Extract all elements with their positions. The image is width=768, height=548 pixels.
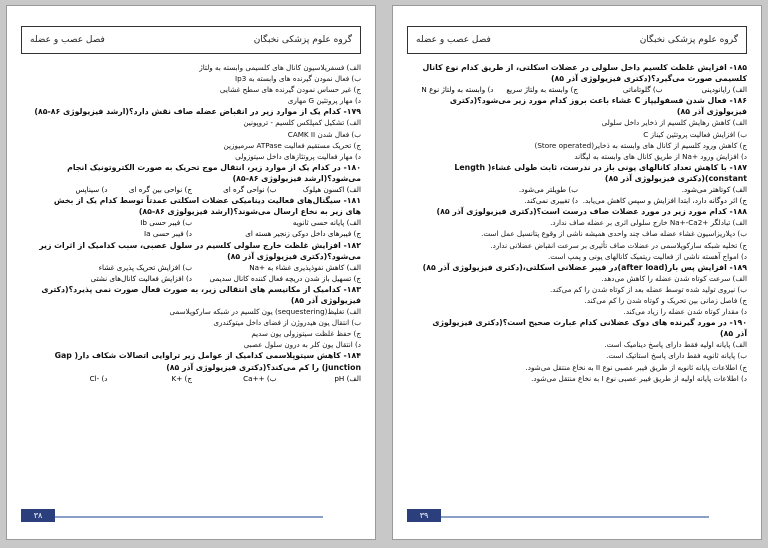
option-item: ج) تسهیل باز شدن دریچه فعال کننده کانال سدیمی [209, 273, 361, 283]
answer-option: الف) تشکیل کمپلکس کلسیم - تروپونین [243, 118, 361, 128]
answer-option: ج) کاهش ورود کلسیم از کانال های وابسته به ذخایر(Store operated) [534, 140, 747, 150]
question-text: ۱۹۰- در مورد گیرنده های دوک عضلانی کدام عبارت صحیح است؟(دکتری فیزیولوژی [432, 318, 747, 328]
answer-option: د) اطلاعات پایانه اولیه از طریق فیبر عصبی نوع I به نخاع منتقل می‌شود. [531, 373, 747, 383]
option-item: ج) اثر دوگانه دارد، ابتدا افزایش و سپس کاهش می‌یابد. [582, 196, 747, 206]
answer-option: ب) دپلاریزاسیون غشاء عضله صاف چند واحدی همیشه ناشی از وقوع پتانسیل عمل است. [481, 229, 747, 239]
option-item: ج) فیبرهای داخل دوکی زنجیر هسته ای [245, 229, 361, 239]
question-text: ۱۸۵- افزایش غلظت کلسیم داخل سلولی در عضلات اسکلتی، از طریق کدام نوع کانال [422, 63, 747, 72]
question-text: کلسیمی صورت می‌گیرد؟(دکتری فیزیولوژی آذر ۸۵) [550, 74, 747, 84]
answer-option: الف) سرعت کوتاه شدن عضله را کاهش می‌دهد. [601, 273, 747, 283]
question-text: ۱۸۱- سیگنال‌های فعالیت دینامیکی عضلات اسکلتی عمدتاً توسط کدام یک از بخش [53, 196, 361, 206]
answer-option: د) افزایش ورود +Na از طریق کانال های وابسته به لیگاند [574, 151, 747, 161]
option-item: ب) افزایش تحریک پذیری غشاء [98, 262, 192, 272]
option-item: د) سیناپس [75, 185, 108, 195]
option-item: د) فیبر حسی Ia [144, 229, 192, 239]
option-item: ب) گلوتاماتی [622, 85, 663, 95]
option-item: ب) فیبر حسی Ib [140, 218, 192, 228]
question-text: می‌شود؟(ارشد فیزیولوژی ۸۶-۸۵) [232, 173, 361, 183]
option-item: د) -Cl [89, 373, 108, 383]
question-text: ۱۸۷- با کاهش تعداد کانالهای یونی باز در ندرست، ثابت طولی غشاء( Length [454, 162, 747, 172]
answer-option: ج) غیر حساس نمودن گیرنده های سطح غشایی [219, 85, 361, 95]
option-item: ج) وابسته به ولتاژ سریع [506, 85, 578, 95]
question-text: ۱۸۶- فعال شدن فسفولیپاز C غشاء باعث بروز کدام مورد زیر می‌شود؟(دکتری [449, 96, 747, 106]
header-chapter-title: فصل عصب و عضله [416, 35, 491, 45]
options-row [409, 195, 747, 206]
answer-option: الف) تغلیظ(sequestering) یون کلسیم در شبکه سارکوپلاسمی [169, 307, 361, 317]
question-text: می‌شود؟(دکتری فیزیولوژی آذر ۸۵) [227, 251, 361, 261]
page-content [409, 62, 747, 509]
answer-option: ج) اطلاعات پایانه ثانویه از طریق فیبر عصبی نوع II به نخاع منتقل می‌شود. [525, 362, 747, 372]
option-item: ج) +K [171, 373, 192, 383]
answer-option: ب) فعال نمودن گیرنده های وابسته به Ip3 [235, 74, 361, 84]
answer-option: الف) فسفریلاسیون کانال های کلسیمی وابسته به ولتاژ [199, 63, 361, 72]
options-row [23, 228, 361, 239]
answer-option: ج) فاصل زمانی بین تحریک و کوتاه شدن را کم می‌کند. [584, 295, 747, 305]
page-right [392, 5, 762, 540]
question-text: ۱۷۹- کدام یک از موارد زیر در انقباض عضله صاف نقش دارد؟(ارشد فیزیولوژی ۸۶-۸۵) [34, 107, 361, 117]
question-text: های زیر به نخاع ارسال می‌شوند؟(ارشد فیزیولوژی ۸۶-۸۵) [138, 207, 361, 217]
answer-option: د) امواج آهسته ناشی از فعالیت ریتمیک کانالهای یونی و پمپ است. [547, 251, 747, 261]
option-item: ب) نواحی گره ای [223, 185, 277, 195]
question-text: constant)(دکتری فیزیولوژی آذر ۸۵) [604, 173, 747, 183]
question-text: فیزیولوژی آذر ۸۵) [676, 107, 747, 117]
option-item: الف) پایانه حسی ثانویه [292, 218, 361, 228]
option-item: ب) طویلتر می‌شود. [518, 185, 578, 195]
page-footer [407, 511, 747, 521]
question-text: junction) را کم می‌کند؟(دکتری فیزیولوژی آذر ۸۵) [166, 362, 361, 372]
page-left [6, 5, 376, 540]
answer-option: ج) تخلیه شبکه سارکوپلاسمی در عضلات صاف تأثیری بر سرعت انقباض عضلانی ندارد. [490, 240, 747, 250]
header-group-title: گروه علوم پزشکی نخبگان [253, 35, 352, 45]
options-row [23, 184, 361, 195]
options-row [409, 184, 747, 195]
answer-option: د) مهار پروتئین G مهاری [287, 96, 361, 106]
option-item: الف) اکسون هیلوک [302, 185, 361, 195]
options-row [23, 373, 361, 384]
option-item: الف) رایانودینی [701, 85, 747, 95]
answer-option: ج) تحریک مستقیم فعالیت ATPase سرمیوزین [223, 140, 361, 150]
page-content [23, 62, 361, 509]
answer-option: د) مهار فعالیت پروتئازهای داخل سیتوزولی [235, 151, 361, 161]
question-text: فیزیولوژی آذر ۸۵) [290, 295, 361, 305]
page-header [407, 26, 747, 54]
options-row [23, 262, 361, 273]
page-number: ۳۸ [21, 509, 55, 522]
answer-option: ب) فعال شدن CAMK II [287, 129, 361, 139]
question-text: آذر ۸۵) [720, 329, 747, 339]
footer-rule [21, 516, 323, 518]
answer-option: الف) پایانه اولیه فقط دارای پاسخ دینامیک است. [604, 340, 747, 350]
question-text: ۱۸۴- کاهش سیتوپلاسمی کدامیک از عوامل زیر تراوایی اتصالات شکاف دار( Gap [54, 351, 361, 361]
question-text: ۱۸۲- افزایش غلظت خارج سلولی کلسیم در سلول عصبی، سبب کدامیک از اثرات زیر [39, 240, 361, 250]
option-item: الف) pH [334, 373, 361, 383]
page-header [21, 26, 361, 54]
page-footer [21, 511, 361, 521]
question-text: ۱۸۳- کدامیک از مکانیسم های انتقالی زیر، به صورت فعال صورت نمی پذیرد؟(دکتری [41, 284, 361, 294]
option-item: الف) کوتاهتر می‌شود. [681, 185, 747, 195]
option-item: د) افزایش فعالیت کانال‌های نشتی [90, 273, 192, 283]
option-item: الف) کاهش نفوذپذیری غشاء به +Na [249, 262, 361, 272]
answer-option: ب) پایانه ثانویه فقط دارای پاسخ استاتیک است. [606, 351, 747, 361]
answer-option: ب) افزایش فعالیت پروتئین کیناز C [643, 129, 747, 139]
answer-option: ج) حفظ غلظت سیتوزولی یون سدیم [251, 329, 361, 339]
options-row [23, 217, 361, 228]
footer-rule [407, 516, 709, 518]
options-row [23, 273, 361, 284]
option-item: ب) ++Ca [243, 373, 277, 383]
answer-option: الف) تبادلگر +Na+-Ca2 خارج سلولی اثری بر عضله صاف ندارد. [550, 218, 747, 228]
answer-option: ب) نیروی تولید شده توسط عضله بعد از کوتاه شدن را کم می‌کند. [550, 284, 747, 294]
options-row [409, 84, 747, 95]
answer-option: ب) انتقال یون هیدروژن از فضای داخل میتوکندری [213, 318, 361, 328]
page-number: ۳۹ [407, 509, 441, 522]
option-item: د) وابسته به ولتاژ نوع N [421, 85, 494, 95]
answer-option: الف) کاهش رهایش کلسیم از ذخایر داخل سلولی [601, 118, 747, 128]
question-text: ۱۸۰- در کدام یک از موارد زیر، انتقال موج تحریک به صورت الکتروتونیک انجام [67, 162, 361, 172]
question-text: ۱۸۹- افزایش پس بار(after load)در فیبر عضلانی اسکلتی،(دکتری فیزیولوژی آذر ۸۵) [422, 262, 747, 272]
header-chapter-title: فصل عصب و عضله [30, 35, 105, 45]
question-text: ۱۸۸- کدام مورد زیر در مورد عضلات صاف درست است؟(دکتری فیزیولوژی آذر ۸۵) [436, 207, 747, 217]
header-group-title: گروه علوم پزشکی نخبگان [639, 35, 738, 45]
option-item: د) تغییری نمی‌کند. [524, 196, 578, 206]
option-item: ج) نواحی بین گره ای [128, 185, 192, 195]
answer-option: د) انتقال یون کلر به درون سلول عصبی [243, 340, 361, 350]
answer-option: د) مقدار کوتاه شدن عضله را زیاد می‌کند. [623, 307, 747, 317]
